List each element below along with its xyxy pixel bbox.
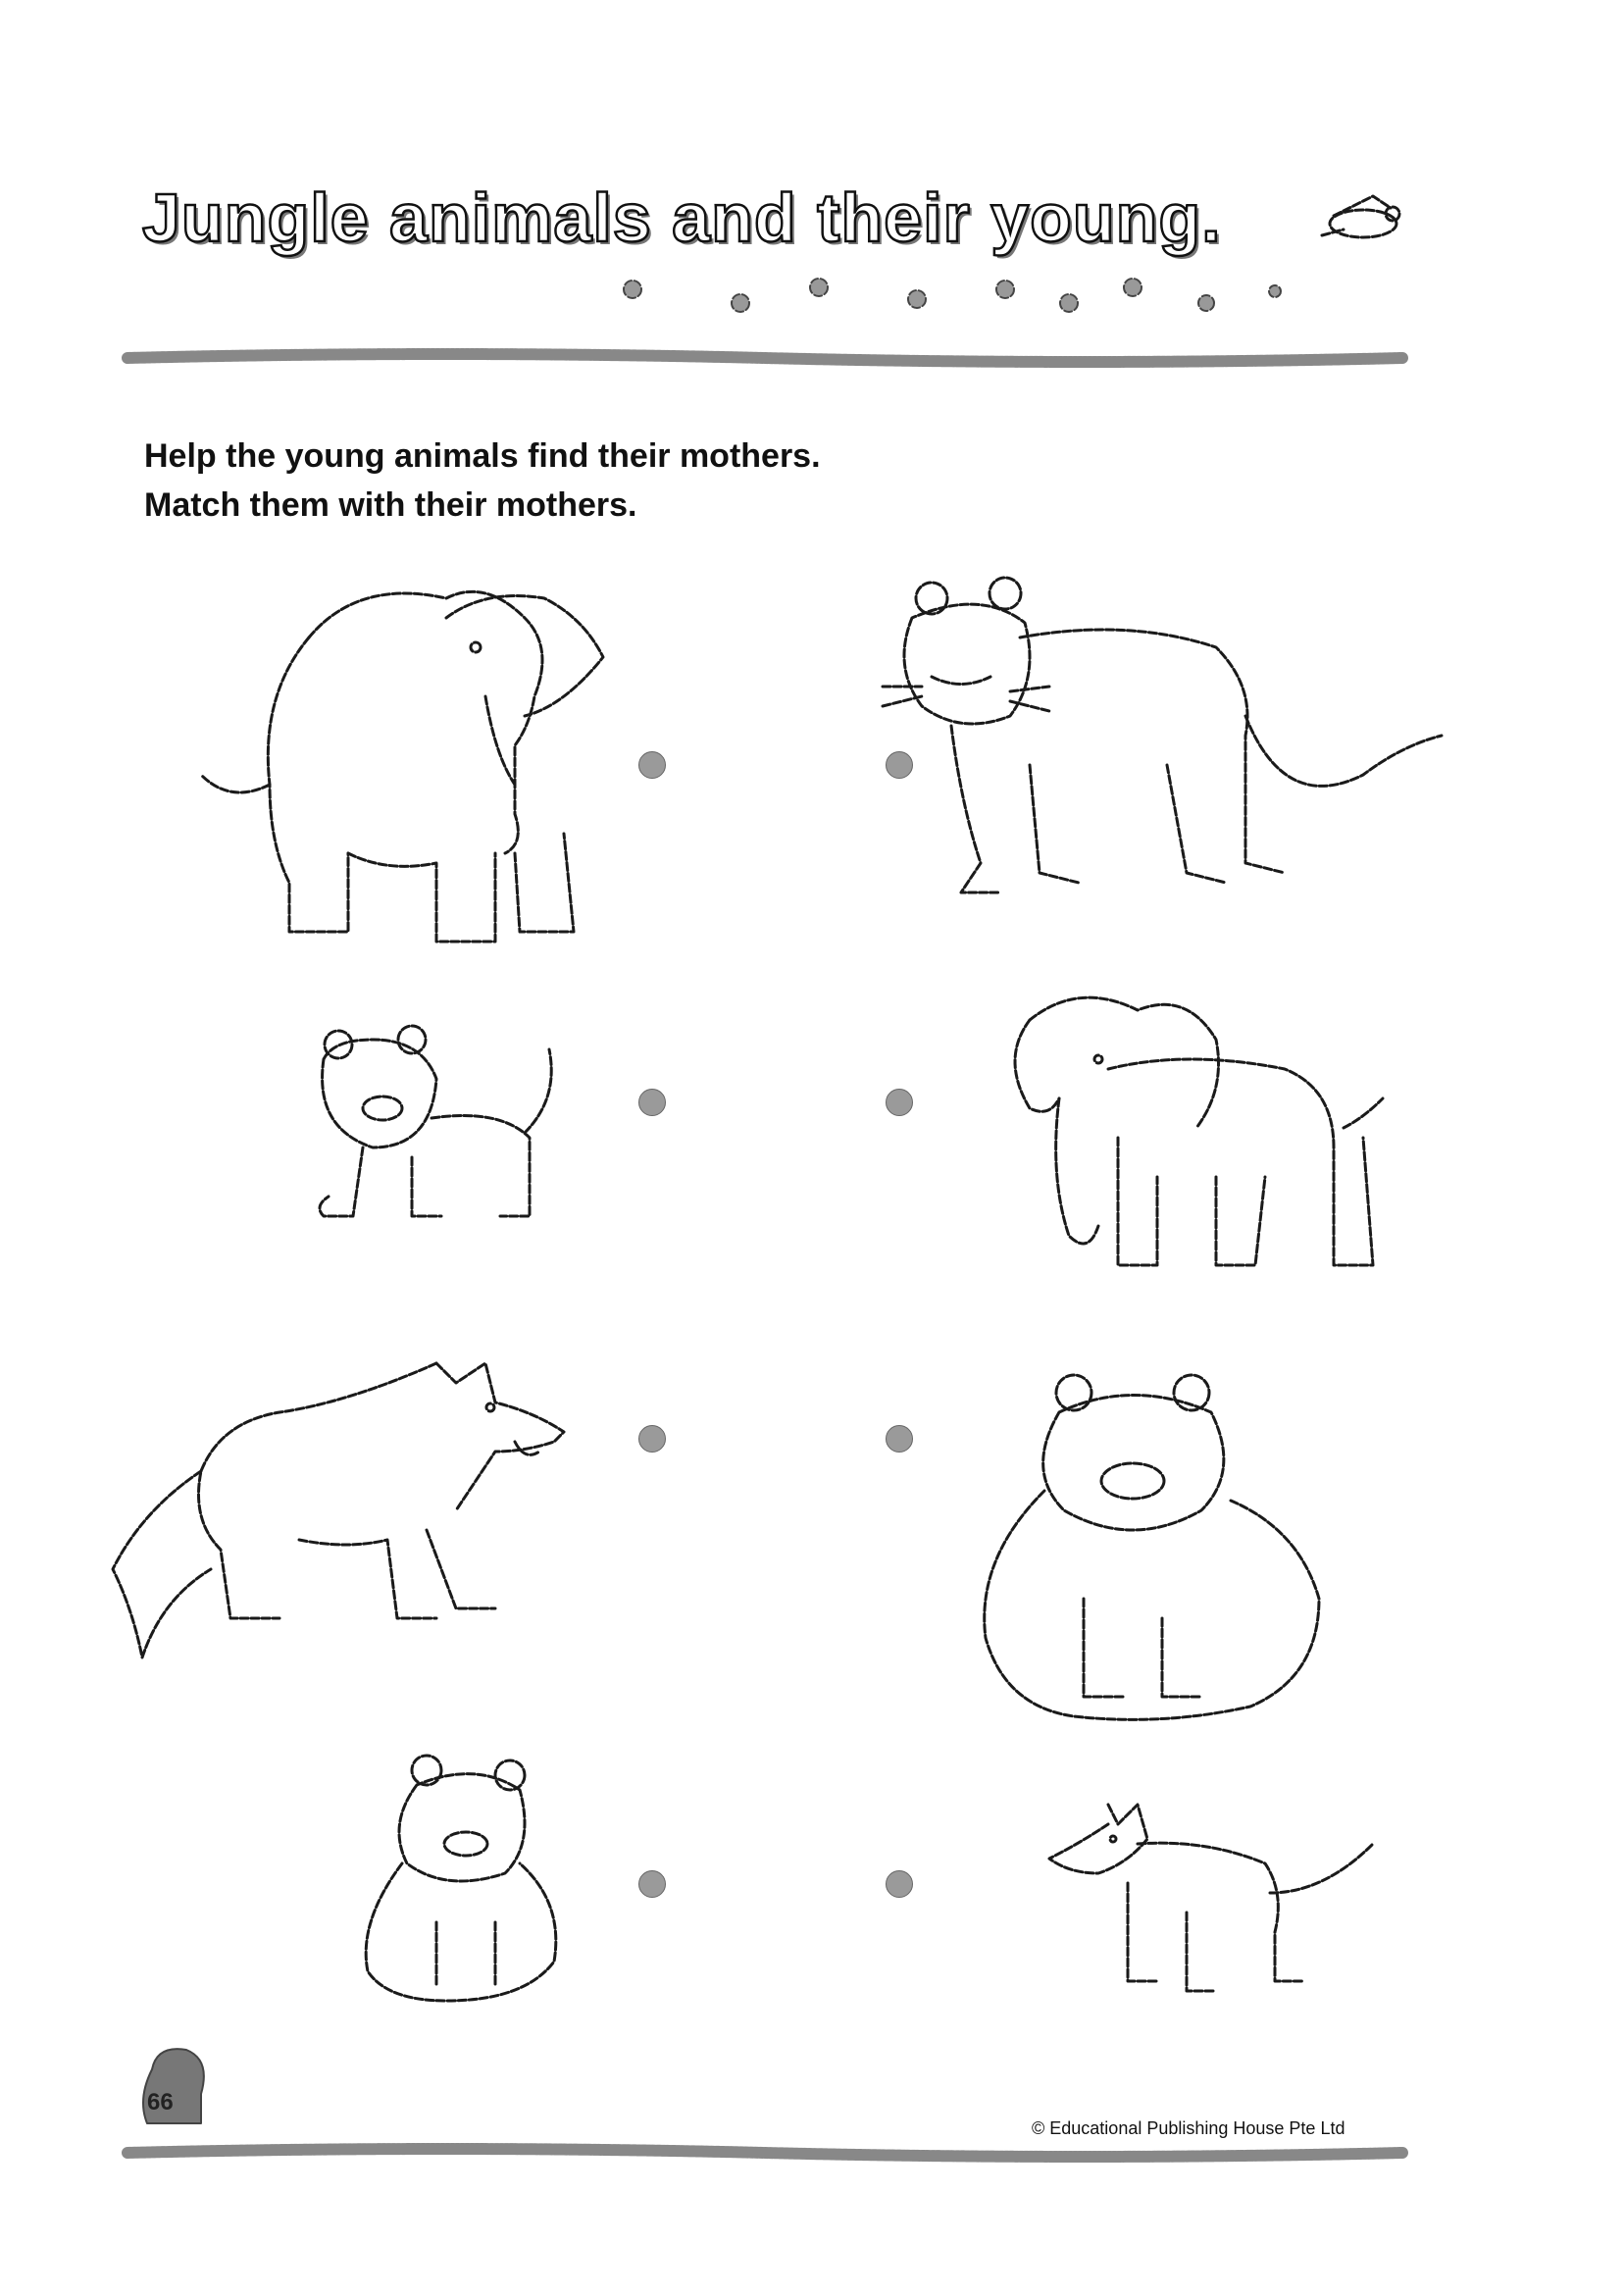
page-number: 66 <box>147 2089 174 2116</box>
tiger-cub-picture <box>304 1020 579 1236</box>
match-dot-right-2[interactable] <box>886 1089 913 1116</box>
adult-elephant-picture <box>191 559 662 951</box>
bottom-divider <box>127 2143 1402 2163</box>
adult-bear-picture <box>966 1363 1339 1736</box>
baby-elephant-picture <box>990 981 1402 1285</box>
match-dot-right-1[interactable] <box>886 751 913 779</box>
top-divider <box>127 348 1402 368</box>
match-dot-left-3[interactable] <box>638 1425 666 1453</box>
bear-cub-picture <box>348 1746 584 2011</box>
match-dot-left-1[interactable] <box>638 751 666 779</box>
match-dot-right-4[interactable] <box>886 1870 913 1898</box>
match-dot-left-2[interactable] <box>638 1089 666 1116</box>
instruction-line-1: Help the young animals find their mothers. <box>144 437 821 475</box>
decorative-flowers <box>608 270 1294 329</box>
page-title: Jungle animals and their young. <box>142 179 1222 256</box>
instruction-line-2: Match them with their mothers. <box>144 486 637 524</box>
wolf-pup-picture <box>1040 1785 1383 2011</box>
match-dot-right-3[interactable] <box>886 1425 913 1453</box>
adult-tiger-picture <box>873 569 1451 922</box>
copyright-text: © Educational Publishing House Pte Ltd <box>1032 2118 1345 2138</box>
adult-wolf-picture <box>103 1344 584 1667</box>
match-dot-left-4[interactable] <box>638 1870 666 1898</box>
airplane-icon <box>1314 186 1412 255</box>
